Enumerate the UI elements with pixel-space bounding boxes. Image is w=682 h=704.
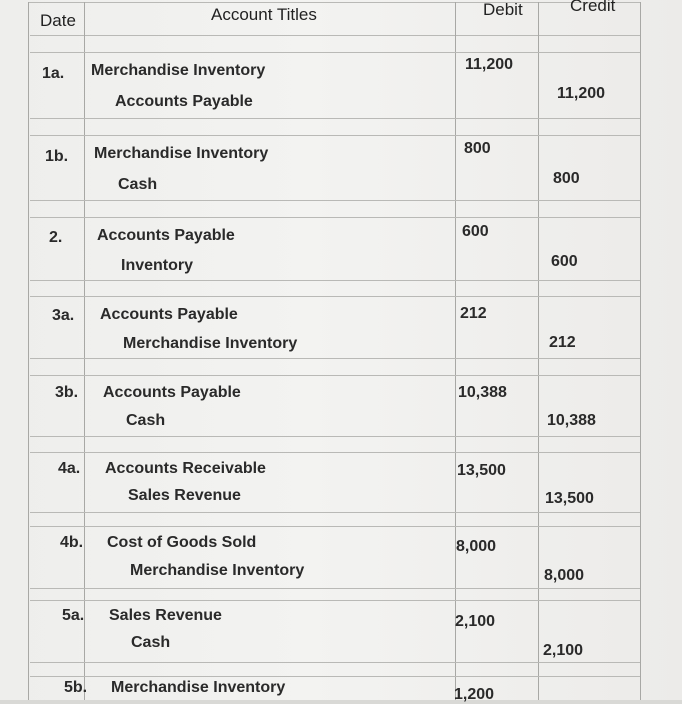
credit-account: Cash <box>126 412 166 429</box>
row-rule <box>30 280 640 281</box>
row-rule <box>30 200 640 201</box>
row-rule <box>30 375 640 376</box>
account-titles-header: Account Titles <box>211 5 317 24</box>
debit-account: Merchandise Inventory <box>91 62 266 79</box>
row-rule <box>30 588 640 589</box>
date-header: Date <box>40 11 76 30</box>
debit-amount: 1,200 <box>454 686 495 703</box>
entry-date: 4a. <box>58 460 81 477</box>
debit-amount: 13,500 <box>457 462 506 479</box>
left-border <box>28 2 29 700</box>
debit-amount: 10,388 <box>458 384 507 401</box>
credit-column-divider <box>538 2 539 700</box>
row-rule <box>30 526 640 527</box>
credit-amount: 10,388 <box>547 412 596 429</box>
debit-amount: 212 <box>460 305 487 322</box>
credit-account: Merchandise Inventory <box>130 562 305 579</box>
credit-header: Credit <box>570 0 616 15</box>
debit-account: Accounts Payable <box>103 384 241 401</box>
entry-date: 4b. <box>60 534 84 551</box>
row-rule <box>30 118 640 119</box>
debit-account: Merchandise Inventory <box>94 145 269 162</box>
entry-date: 5b. <box>64 679 88 696</box>
row-rule <box>30 135 640 136</box>
entry-date: 5a. <box>62 607 85 624</box>
debit-account: Accounts Payable <box>100 306 238 323</box>
debit-amount: 8,000 <box>456 538 497 555</box>
credit-amount: 800 <box>553 170 580 187</box>
credit-amount: 212 <box>549 334 576 351</box>
right-border <box>640 2 641 700</box>
entry-date: 3b. <box>55 384 79 401</box>
row-rule <box>30 512 640 513</box>
debit-header: Debit <box>483 0 523 19</box>
header-bottom-rule <box>30 35 640 36</box>
entry-date: 1b. <box>45 148 69 165</box>
row-rule <box>30 676 640 677</box>
debit-account: Accounts Receivable <box>105 460 266 477</box>
debit-account: Cost of Goods Sold <box>107 534 257 551</box>
debit-account: Sales Revenue <box>109 607 222 624</box>
row-rule <box>30 662 640 663</box>
debit-amount: 2,100 <box>455 613 496 630</box>
credit-amount: 13,500 <box>545 490 594 507</box>
credit-account: Inventory <box>121 257 194 274</box>
credit-account: Cash <box>118 176 158 193</box>
credit-account: Merchandise Inventory <box>123 335 298 352</box>
row-rule <box>30 217 640 218</box>
credit-amount: 8,000 <box>544 567 585 584</box>
debit-amount: 11,200 <box>465 56 514 73</box>
debit-account: Merchandise Inventory <box>111 679 286 696</box>
entry-date: 1a. <box>42 65 65 82</box>
entry-date: 2. <box>49 229 63 246</box>
row-rule <box>30 358 640 359</box>
row-rule <box>30 52 640 53</box>
debit-amount: 600 <box>462 223 489 240</box>
credit-amount: 11,200 <box>557 85 606 102</box>
row-rule <box>30 600 640 601</box>
debit-amount: 800 <box>464 140 491 157</box>
credit-account: Sales Revenue <box>128 487 241 504</box>
date-column-divider <box>84 2 85 700</box>
credit-amount: 2,100 <box>543 642 584 659</box>
credit-account: Cash <box>131 634 171 651</box>
row-rule <box>30 436 640 437</box>
credit-account: Accounts Payable <box>115 93 253 110</box>
entry-date: 3a. <box>52 307 75 324</box>
row-rule <box>30 296 640 297</box>
credit-amount: 600 <box>551 253 578 270</box>
row-rule <box>30 452 640 453</box>
header-top-rule <box>28 2 640 3</box>
debit-account: Accounts Payable <box>97 227 235 244</box>
debit-column-divider <box>455 2 456 700</box>
